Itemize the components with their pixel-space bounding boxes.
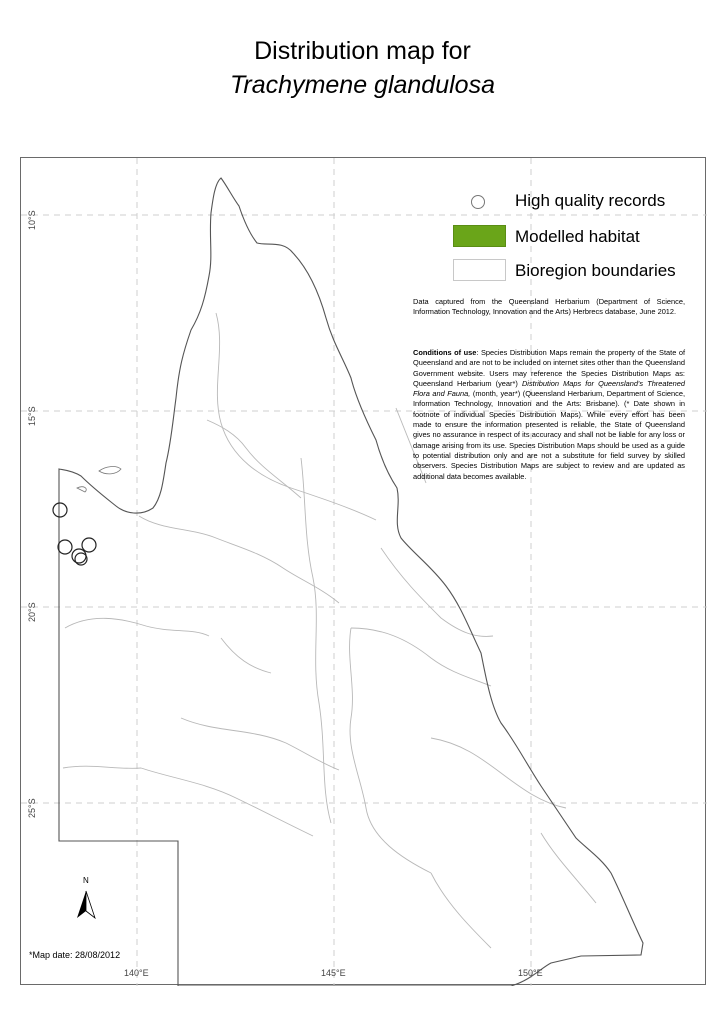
record-circle-icon <box>471 195 485 209</box>
conditions-of-use <box>413 348 685 482</box>
record-marker[interactable] <box>82 538 96 552</box>
conditions-text-2: (month, year*) (Queensland Herbarium, Department of Science, Information Technology, Innovation and the Arts: Brisbane). (* Date shown in footnote of individual Species Distribution Maps). While every effort has been made to ensure the information presented is reliable, the State of Queensland gives no assurance in respect of its accuracy and shall not be liable for any loss or damage arising from its use. Species Distribution Maps should be used as a guide to potential distribution only and are not a substitute for field survey by skilled observers. Species Distribution Maps are subject to review and are updated as additional data becomes available. <box>413 389 685 481</box>
north-label: N <box>83 876 89 885</box>
record-marker[interactable] <box>58 540 72 554</box>
habitat-swatch <box>453 225 506 247</box>
conditions-text-1: : Species Distribution Maps remain the property of the State of Queensland and are not to be included on internet sites other than the Queensland Government website. Users may reference the Species Distribution Maps as: Queensland Herbarium (year*) <box>413 348 686 388</box>
map-title <box>0 34 725 102</box>
lon-label-150: 150°E <box>518 968 543 978</box>
lat-label-25: 25°S <box>27 798 37 818</box>
north-arrow-icon <box>77 891 95 918</box>
graticule <box>21 158 707 986</box>
lat-label-10: 10°S <box>27 210 37 230</box>
legend-label-bioregion: Bioregion boundaries <box>515 261 676 280</box>
conditions-heading: Conditions of use <box>413 348 477 357</box>
map-canvas <box>21 158 707 986</box>
map-date: *Map date: 28/08/2012 <box>29 950 121 960</box>
lon-label-140: 140°E <box>124 968 149 978</box>
species-name: Trachymene glandulosa <box>230 71 495 99</box>
record-marker[interactable] <box>53 503 67 517</box>
data-source-note: Data captured from the Queensland Herbarium (Department of Science, Information Technology, Innovation and the Arts) Herbrecs database, June 2012. <box>413 297 685 317</box>
lon-label-145: 145°E <box>321 968 346 978</box>
map-frame <box>20 157 706 985</box>
lat-label-15: 15°S <box>27 406 37 426</box>
conditions-italic: Distribution Maps for Queensland's Threatened Flora and Fauna, <box>413 378 685 399</box>
record-marker[interactable] <box>72 549 86 563</box>
legend-label-habitat: Modelled habitat <box>515 227 640 246</box>
lat-label-20: 20°S <box>27 602 37 622</box>
legend-label-records: High quality records <box>515 191 666 210</box>
title-line-1: Distribution map for <box>254 37 471 65</box>
bioregion-swatch <box>453 259 506 281</box>
